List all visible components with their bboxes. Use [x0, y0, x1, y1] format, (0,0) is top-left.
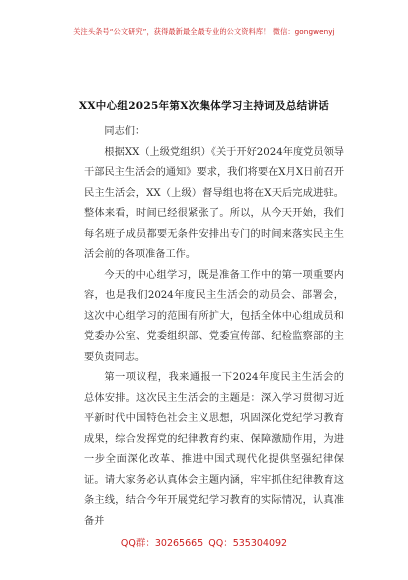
paragraph-2: 今天的中心组学习，既是准备工作中的第一项重要内容，也是我们2024年度民主生活会的动员会、部署会，这次中心组学习的范围有所扩大，包括全体中心组成员和党委办公室、党委组织部、党委宣传部、纪检监察部的主要负责同志。: [84, 269, 344, 363]
header-banner: 关注头条号“公文研究”，获得最新最全最专业的公文资料库！ 微信：gongwenyj: [73, 27, 335, 36]
paragraph-3: 第一项议程，我来通报一下2024年度民主生活会的总体安排。这次民主生活会的主题是：深入学习贯彻习近平新时代中国特色社会主义思想，巩固深化党纪学习教育成果，综合发挥党的纪律教育约束、保障激励作用，为进一步全面深化改革、推进中国式现代化提供坚强纪律保证。请大家务必认真体会主题内涵，牢牢抓住纪律教育这条主线，结合今年开展党纪学习教育的实际情况，认真准备并: [84, 372, 344, 527]
footer-contact: QQ群：30265665 QQ：535304092: [120, 538, 288, 549]
paragraph-1: 根据XX（上级党组织）《关于开好2024年度党员领导干部民主生活会的通知》要求，我们将要在X月X日前召开民主生活会，XX（上级）督导组也将在X天后完成进驻。整体来看，时间已经很紧张了。所以，从今天开始，我们每名班子成员都要无条件安排出专门的时间来落实民主生活会前的各项准备工作。: [84, 146, 344, 260]
document-title: XX中心组2025年第X次集体学习主持词及总结讲话: [78, 100, 330, 112]
salutation: 同志们：: [104, 126, 146, 137]
document-body: [84, 122, 344, 532]
